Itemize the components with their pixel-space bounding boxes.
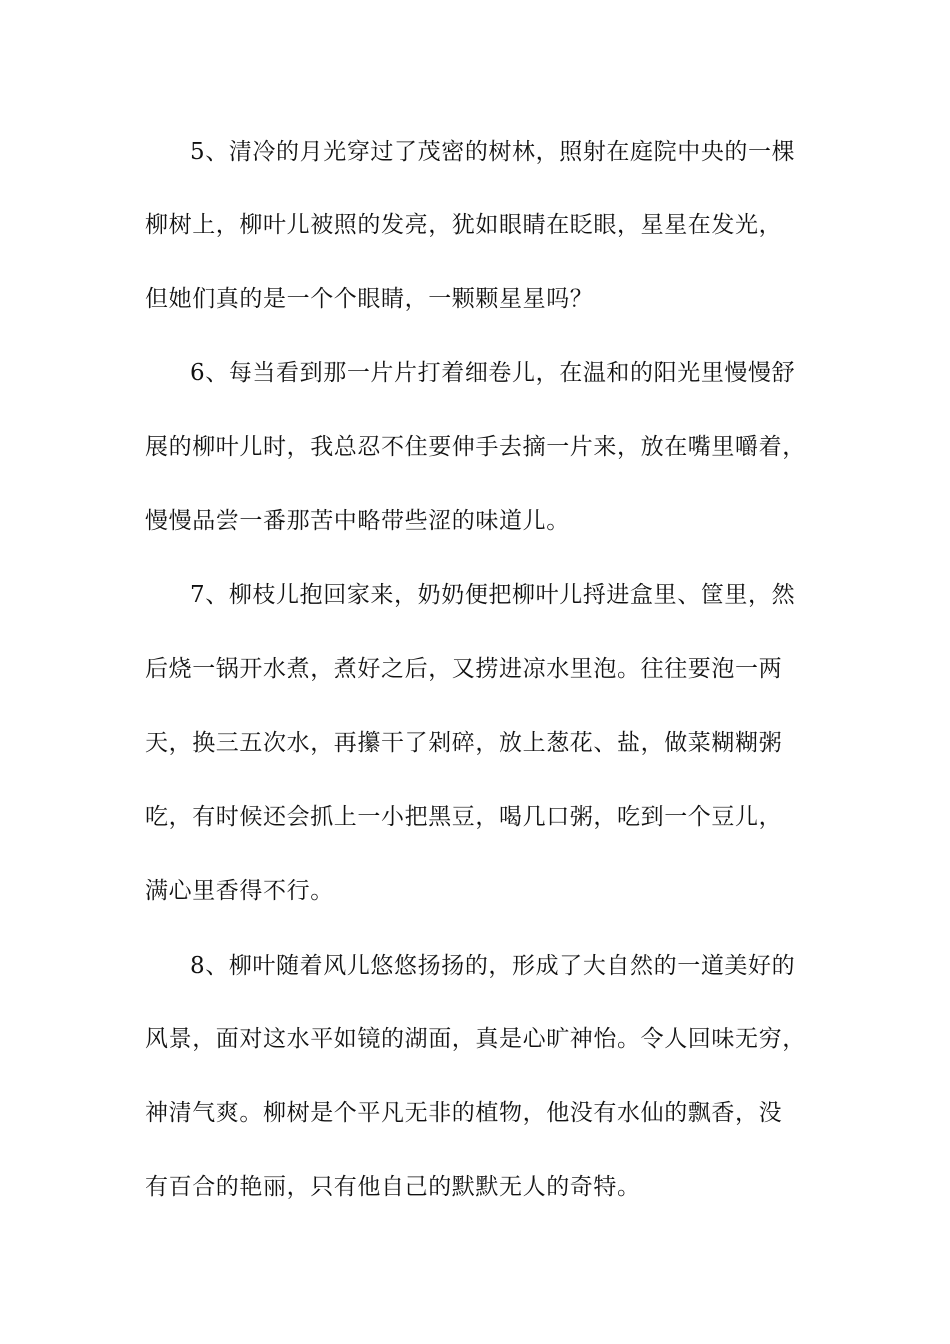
paragraph-5-line-2: 柳树上，柳叶儿被照的发亮，犹如眼睛在眨眼，星星在发光， [145, 212, 783, 238]
paragraph-5-line-1: 5、清冷的月光穿过了茂密的树林，照射在庭院中央的一棵 [190, 139, 796, 165]
paragraph-8-line-4: 有百合的艳丽，只有他自己的默默无人的奇特。 [145, 1174, 641, 1200]
paragraph-6-line-3: 慢慢品尝一番那苦中略带些涩的味道儿。 [145, 508, 570, 534]
paragraph-7-line-5: 满心里香得不行。 [145, 878, 334, 904]
paragraph-8-line-3: 神清气爽。柳树是个平凡无非的植物，他没有水仙的飘香，没 [145, 1100, 783, 1126]
paragraph-5-line-3: 但她们真的是一个个眼睛，一颗颗星星吗？ [145, 286, 594, 312]
paragraph-7-line-2: 后烧一锅开水煮，煮好之后，又捞进凉水里泡。往往要泡一两 [145, 656, 783, 682]
paragraph-7-line-3: 天，换三五次水，再攥干了剁碎，放上葱花、盐，做菜糊糊粥 [145, 730, 783, 756]
paragraph-7-line-4: 吃，有时候还会抓上一小把黑豆，喝几口粥，吃到一个豆儿， [145, 804, 783, 830]
paragraph-7-line-1: 7、柳枝儿抱回家来，奶奶便把柳叶儿捋进盒里、筐里，然 [190, 582, 796, 608]
paragraph-8-line-2: 风景，面对这水平如镜的湖面，真是心旷神怡。令人回味无穷， [145, 1026, 806, 1052]
paragraph-6-line-1: 6、每当看到那一片片打着细卷儿，在温和的阳光里慢慢舒 [190, 360, 796, 386]
paragraph-6-line-2: 展的柳叶儿时，我总忍不住要伸手去摘一片来，放在嘴里嚼着， [145, 434, 806, 460]
paragraph-8-line-1: 8、柳叶随着风儿悠悠扬扬的，形成了大自然的一道美好的 [190, 953, 796, 979]
